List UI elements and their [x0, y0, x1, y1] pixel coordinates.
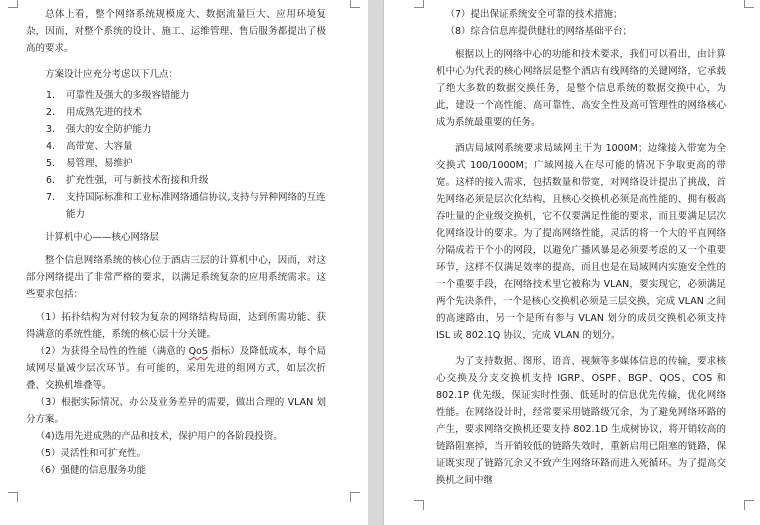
margin-marker	[414, 500, 424, 510]
requirement-8: （8）综合信息库提供健壮的网络基础平台；	[445, 26, 633, 37]
section-intro-paragraph: 整个信息网络系统的核心位于酒店三层的计算机中心，因而，对这部分网络提出了非常严格的要求，以满足系统复杂的应用系统需求。这些要求包括：	[26, 255, 326, 300]
intro-paragraph: 总体上看，整个网络系统规模庞大、数据流量巨大、应用环境复杂，因而，对整个系统的设计、施工、运维管理、售后服务都提出了极高的要求。	[26, 9, 326, 54]
requirement-1: （1）拓扑结构为对付较为复杂的网络结构局面，达到所需功能、获得满意的系统性能，系统的核心层十分关键。	[26, 312, 326, 340]
design-points-list	[26, 87, 326, 223]
margin-marker	[8, 0, 18, 8]
requirement-7: （7）提出保证系统安全可靠的技术措施；	[445, 9, 623, 20]
requirement-3: （3）根据实际情况、办公及业务差异的需要，做出合理的 VLAN 划分方案。	[26, 397, 326, 425]
list-item: 4. 高带宽、大容量	[46, 141, 133, 152]
list-item: 2. 用成熟先进的技术	[46, 107, 143, 118]
margin-marker	[350, 0, 360, 8]
list-item: 7. 支持国际标准和工业标准网络通信协议,支持与异种网络的互连能力	[46, 192, 326, 220]
document-page-right	[384, 0, 760, 525]
margin-marker	[744, 0, 754, 8]
margin-marker	[8, 492, 18, 502]
margin-marker	[744, 500, 754, 510]
requirement-4: （4)选用先进成熟的产品和技术，保护用户的各阶段投资。	[35, 431, 283, 442]
section-heading: 计算机中心——核心网络层	[45, 232, 160, 243]
lan-requirements-paragraph: 酒店局域网系统要求局域网主干为 1000M；边缘接入带宽为全交换式 100/1000M；广域网接入在尽可能的情况下争取更高的带宽。这样的接入需求，包括数量和带宽，对网络设计提出了挑战，首先网络必须是层次化结构，且核心交换机必须是高性能的、拥有极高吞吐量的企业级交换机，它不仅要满足性能的要求，而且要满足层次化网络设计的要求。为了提高网络性能，灵活的将一个大的平直网络分隔成若干个小的网段，以避免广播风暴是必须要考虑的又一个重要环节，这样不仅满足效率的提高，而且也是在局域网内实施安全性的一个重要手段，在网络技术里它被称为 VLAN，要实现它，必须满足两个先决条件，一个是核心交换机必须是三层交换，完成 VLAN 之间的高速路由，另一个是所有参与 VLAN 划分的成员交换机必须支持 ISL 或 802.1Q 协议，完成 VLAN 的划分。	[436, 143, 726, 341]
document-page-left	[0, 0, 368, 525]
multimedia-support-paragraph: 为了支持数据、图形、语音、视频等多媒体信息的传输，要求核心交换及分支交换机支持 IGRP、OSPF、BGP、QOS、COS 和 802.1P 优先级，保证实时性强、低延时的信息优先传输，优化网络性能。在网络设计时，经常要采用链路级冗余，为了避免网络环路的产生，要求网络交换机还要支持 802.1D 生成树协议，将开销较高的链路阻塞掉，当开销较低的链路失效时，重新启用已阻塞的链路，保证既实现了链路冗余又不致产生网络环路而进入死循环。为了提高交换机之间中继	[436, 356, 726, 486]
requirement-5: （5）灵活性和可扩充性。	[35, 448, 147, 459]
requirement-6: （6）强健的信息服务功能	[35, 465, 147, 476]
margin-marker	[350, 492, 360, 502]
consider-heading: 方案设计应充分考虑以下几点：	[45, 69, 179, 80]
list-item: 5. 易管理，易维护	[46, 158, 133, 169]
margin-marker	[414, 0, 424, 8]
core-layer-paragraph: 根据以上的网络中心的功能和技术要求，我们可以看出，由计算机中心为代表的核心网络层是整个酒店有线网络的关键网络，它承载了绝大多数的数据交换任务，是整个信息系统的数据交换中心，为此，建设一个高性能、高可靠性、高安全性及高可管理性的网络核心成为系统最重要的任务。	[436, 49, 726, 128]
qos-term: QoS	[188, 346, 208, 357]
requirement-2: （2）为获得全局性的性能（满意的 QoS 指标）及降低成本，每个局域网尽量减少层次环节。有可能的，采用先进的组网方式，如层次折叠、交换机堆叠等。	[26, 346, 326, 391]
list-item: 3. 强大的安全防护能力	[46, 124, 152, 135]
list-item: 1. 可靠性及强大的多级容错能力	[46, 90, 190, 101]
list-item: 6. 扩充性强，可与新技术衔接和升级	[46, 175, 209, 186]
page-gutter	[368, 0, 384, 525]
